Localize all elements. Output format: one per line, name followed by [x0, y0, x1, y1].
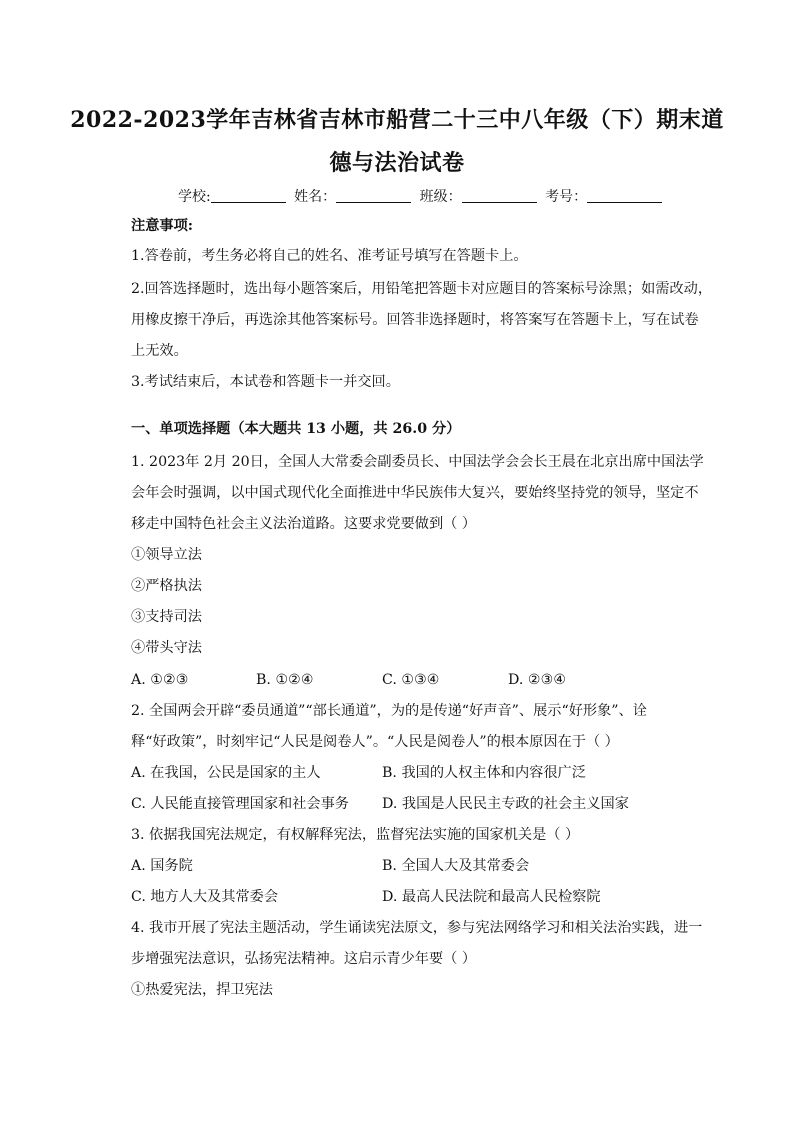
name-label: 姓名：	[294, 189, 337, 205]
question-2-text: 释“好政策”，时刻牢记“人民是阅卷人”。“人民是阅卷人”的根本原因在于（ ）	[131, 734, 619, 750]
question-4-text: 4. 我市开展了宪法主题活动，学生诵读宪法原文，参与宪法网络学习和相关法治实践，进一	[131, 920, 703, 936]
question-2-text: 2. 全国两会开辟“委员通道”“部长通道”，为的是传递“好声音”、展示“好形象”、诠	[131, 703, 647, 719]
student-info-fields	[178, 186, 666, 206]
notice-heading: 注意事项:	[131, 218, 193, 234]
class-blank[interactable]	[462, 187, 537, 203]
question-2-option-b[interactable]: B. 我国的人权主体和内容很广泛	[382, 765, 586, 781]
notice-line: 1.答卷前，考生务必将自己的姓名、准考证号填写在答题卡上。	[131, 248, 528, 264]
school-label: 学校:	[178, 189, 211, 205]
name-blank[interactable]	[336, 187, 411, 203]
question-3-option-b[interactable]: B. 全国人大及其常委会	[382, 858, 530, 874]
question-3-option-a[interactable]: A. 国务院	[131, 858, 193, 874]
question-3-option-d[interactable]: D. 最高人民法院和最高人民检察院	[382, 889, 601, 905]
exam-title-line-1: 2022-2023学年吉林省吉林市船营二十三中八年级（下）期末道	[70, 107, 724, 133]
question-1-item: ③支持司法	[131, 609, 202, 625]
question-1-option-d[interactable]: D. ②③④	[508, 672, 567, 688]
notice-line: 3.考试结束后，本试卷和答题卡一并交回。	[131, 374, 400, 390]
exam-number-label: 考号：	[545, 189, 588, 205]
question-2-option-c[interactable]: C. 人民能直接管理国家和社会事务	[131, 796, 349, 812]
question-3-option-c[interactable]: C. 地方人大及其常委会	[131, 889, 279, 905]
school-blank[interactable]	[211, 187, 286, 203]
question-1-text: 移走中国特色社会主义法治道路。这要求党要做到（ ）	[131, 516, 477, 532]
question-1-text: 1. 2023年 2月 20日，全国人大常委会副委员长、中国法学会会长王晨在北京出席中国法学	[131, 454, 704, 470]
question-4-text: 步增强宪法意识，弘扬宪法精神。这启示青少年要（ ）	[131, 951, 477, 967]
section-heading: 一、单项选择题（本大题共 13 小题，共 26.0 分）	[131, 421, 461, 437]
exam-number-blank[interactable]	[587, 187, 662, 203]
notice-line: 2.回答选择题时，选出每小题答案后，用铅笔把答题卡对应题目的答案标号涂黑；如需改动，	[131, 281, 713, 297]
question-2-option-d[interactable]: D. 我国是人民民主专政的社会主义国家	[382, 796, 629, 812]
question-1-item: ①领导立法	[131, 547, 202, 563]
question-1-option-b[interactable]: B. ①②④	[256, 672, 314, 688]
question-1-option-c[interactable]: C. ①③④	[382, 672, 440, 688]
notice-line: 用橡皮擦干净后，再选涂其他答案标号。回答非选择题时，将答案写在答题卡上，写在试卷	[131, 312, 699, 328]
exam-title-line-2: 德与法治试卷	[329, 150, 465, 176]
notice-line: 上无效。	[131, 343, 188, 359]
class-label: 班级：	[419, 189, 462, 205]
question-3-text: 3. 依据我国宪法规定，有权解释宪法，监督宪法实施的国家机关是（ ）	[131, 827, 580, 843]
question-1-option-a[interactable]: A. ①②③	[131, 672, 189, 688]
question-1-text: 会年会时强调，以中国式现代化全面推进中华民族伟大复兴，要始终坚持党的领导，坚定不	[131, 485, 699, 501]
question-1-item: ④带头守法	[131, 640, 202, 656]
question-2-option-a[interactable]: A. 在我国，公民是国家的主人	[131, 765, 321, 781]
question-4-item: ①热爱宪法，捍卫宪法	[131, 982, 273, 998]
question-1-item: ②严格执法	[131, 578, 202, 594]
